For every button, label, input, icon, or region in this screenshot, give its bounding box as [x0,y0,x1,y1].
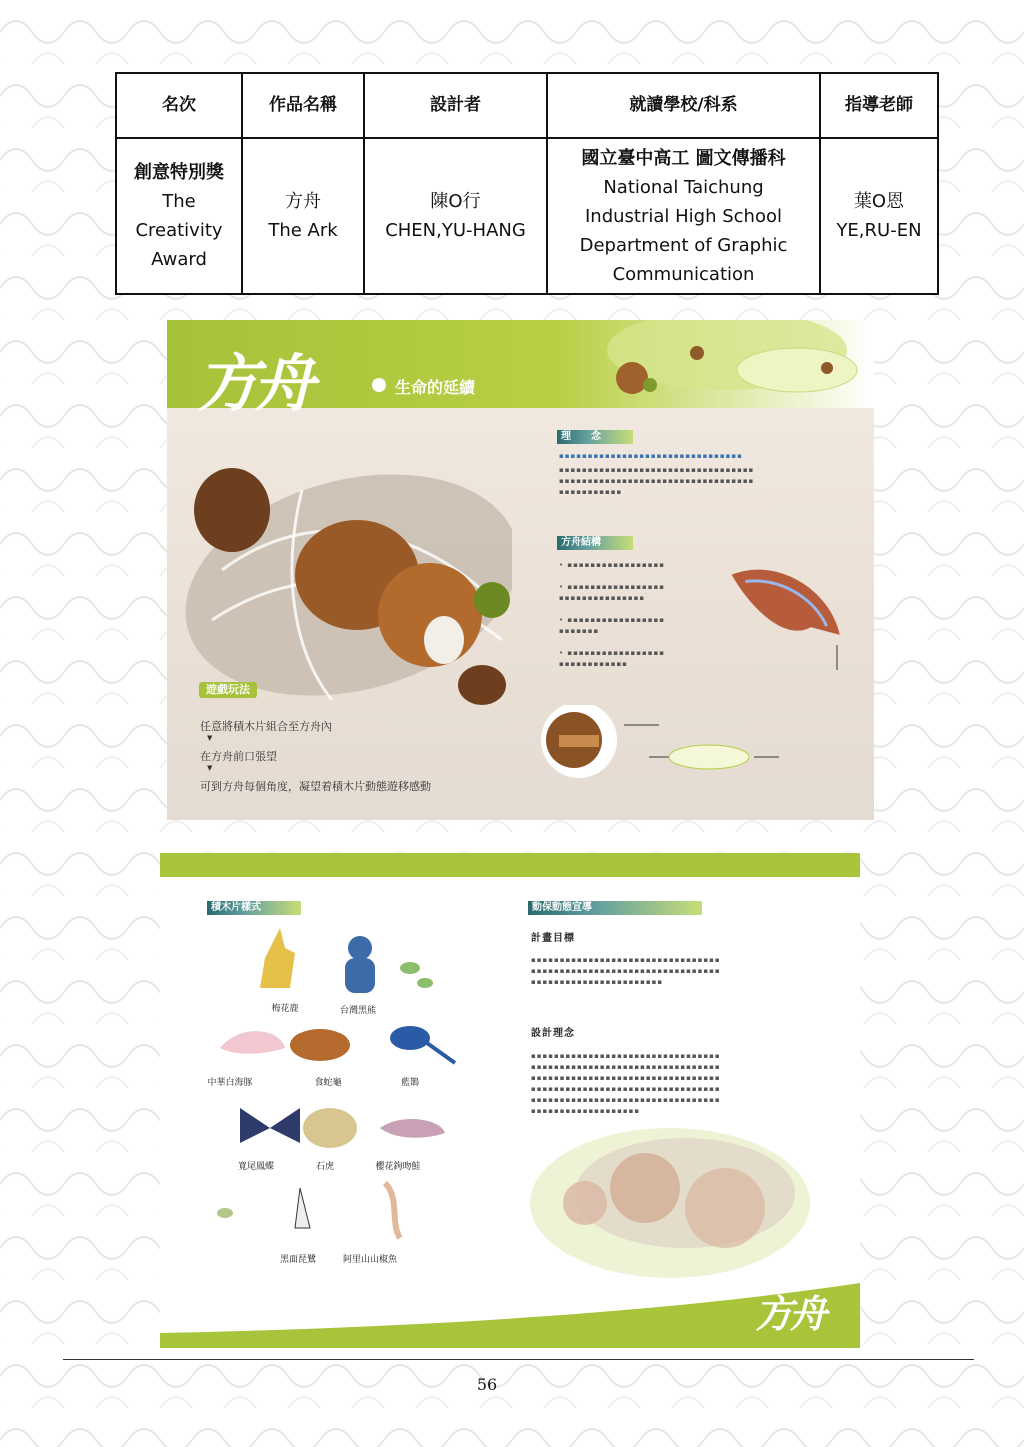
animal-label-salamander: 阿里山山椒魚 [342,1255,397,1265]
arrow-down-icon: ▼ [207,764,213,772]
header-work-title: 作品名稱 [242,73,364,138]
header-designer: 設計者 [364,73,547,138]
table-row [116,138,938,294]
school-en-2: Industrial High School [585,205,782,227]
school-en-1: National Taichung [603,176,764,198]
animal-label-leopard-cat: 石虎 [315,1162,334,1172]
animal-label-salmon: 櫻花鉤吻鮭 [375,1162,421,1172]
rank-en-2: Creativity [135,220,223,241]
designer-en: CHEN,YU-HANG [385,220,526,241]
poster-bottom-logo: 方舟 [755,1292,824,1336]
header-teacher: 指導老師 [820,73,938,138]
poster-ark-pieces [160,853,860,1348]
animal-label-turtle: 食蛇龜 [314,1078,342,1088]
poster-subtitle: 生命的延續 [395,378,476,397]
structure-text: • ▪▪▪▪▪▪▪▪▪▪▪▪▪▪▪▪▪ • ▪▪▪▪▪▪▪▪▪▪▪▪▪▪▪▪▪ ▪▪▪▪▪▪▪▪▪▪▪▪▪▪▪ • ▪▪▪▪▪▪▪▪▪▪▪▪▪▪▪▪▪ ▪▪▪▪▪▪▪ • ▪▪▪▪▪▪▪▪▪▪▪▪▪▪▪▪▪ ▪▪▪▪▪▪▪▪▪▪▪▪ [559,561,666,668]
animal-label-butterfly: 寬尾鳳蝶 [237,1162,274,1172]
animal-pieces-illustration [200,928,470,1258]
play-step-3: 可到方舟每個角度，凝望着積木片動態遊移感動 [200,780,431,793]
header-school: 就讀學校/科系 [547,73,820,138]
ark-exploded-illustration [182,450,512,720]
school-zh: 國立臺中高工 圖文傳播科 [581,147,786,169]
fish-piece-illustration [717,560,857,680]
page-number: 56 [476,1375,498,1394]
header-rank: 名次 [116,73,242,138]
poster-top-band [160,853,860,877]
plan-goal-text: ▪▪▪▪▪▪▪▪▪▪▪▪▪▪▪▪▪▪▪▪▪▪▪▪▪▪▪▪▪▪▪▪▪ ▪▪▪▪▪▪▪▪▪▪▪▪▪▪▪▪▪▪▪▪▪▪▪▪▪▪▪▪▪▪▪▪▪ ▪▪▪▪▪▪▪▪▪▪▪▪▪▪▪▪▪▪▪▪▪▪▪ [531,956,721,986]
school-en-3: Department of Graphic [579,234,788,256]
school-cell [547,138,820,294]
play-tag: 遊戲玩法 [199,682,257,698]
play-step-2: 在方舟前口張望 [200,750,277,763]
rank-en-1: The [162,191,196,212]
poster-logo: 方舟 [197,347,310,420]
work-cell [242,138,364,294]
ark-transparent-illustration [525,1118,815,1288]
school-en-4: Communication [612,263,755,285]
work-zh: 方舟 [285,191,321,212]
animal-label-dolphin: 中華白海豚 [207,1078,253,1088]
rank-zh: 創意特別獎 [134,162,224,183]
pieces-tag: 積木片樣式 [207,901,301,915]
design-concept-heading: 設計理念 [531,1028,575,1039]
logo-dot [372,378,386,392]
animal-label-deer: 梅花鹿 [271,1004,299,1014]
work-en: The Ark [268,220,338,241]
seed-pods-illustration [507,320,874,408]
structure-tag: 方舟結構 [557,536,633,550]
designer-cell [364,138,547,294]
arrow-down-icon: ▼ [207,734,213,742]
animal-label-magpie: 藍鵲 [400,1078,419,1088]
ark-detail-illustration [539,705,839,780]
teacher-zh: 葉O恩 [853,191,905,212]
footer-rule [63,1359,974,1360]
rank-cell [116,138,242,294]
concept-text-highlight: ▪▪▪▪▪▪▪▪▪▪▪▪▪▪▪▪▪▪▪▪▪▪▪▪▪▪▪▪▪▪▪▪ [559,452,743,460]
animal-label-bear: 台灣黑熊 [339,1006,376,1016]
rank-en-3: Award [151,249,207,270]
award-table [115,72,939,295]
play-step-1: 任意將積木片組合至方舟內 [200,720,332,733]
design-concept-text: ▪▪▪▪▪▪▪▪▪▪▪▪▪▪▪▪▪▪▪▪▪▪▪▪▪▪▪▪▪▪▪▪▪ ▪▪▪▪▪▪▪▪▪▪▪▪▪▪▪▪▪▪▪▪▪▪▪▪▪▪▪▪▪▪▪▪▪ ▪▪▪▪▪▪▪▪▪▪▪▪▪▪▪▪▪▪▪▪▪▪▪▪▪▪▪▪▪▪▪▪▪ ▪▪▪▪▪▪▪▪▪▪▪▪▪▪▪▪▪▪▪▪▪▪▪▪▪▪▪▪▪▪▪▪▪ ▪▪▪▪▪▪▪▪▪▪▪▪▪▪▪▪▪▪▪▪▪▪▪▪▪▪▪▪▪▪▪▪▪ ▪▪▪▪▪▪▪▪▪▪▪▪▪▪▪▪▪▪▪ [531,1052,721,1115]
poster-ark-concept [167,320,874,820]
concept-text-body: ▪▪▪▪▪▪▪▪▪▪▪▪▪▪▪▪▪▪▪▪▪▪▪▪▪▪▪▪▪▪▪▪▪▪ ▪▪▪▪▪▪▪▪▪▪▪▪▪▪▪▪▪▪▪▪▪▪▪▪▪▪▪▪▪▪▪▪▪▪ ▪▪▪▪▪▪▪▪▪▪▪ [559,466,755,496]
teacher-cell [820,138,938,294]
promotion-tag: 動保動態宣導 [528,901,702,915]
animal-label-spoonbill: 黑面琵鷺 [279,1255,316,1265]
teacher-en: YE,RU-EN [836,220,922,241]
plan-goal-heading: 計畫目標 [531,933,575,944]
table-header-row [116,73,938,138]
concept-tag: 理 念 [557,430,633,444]
designer-zh: 陳O行 [430,191,481,212]
